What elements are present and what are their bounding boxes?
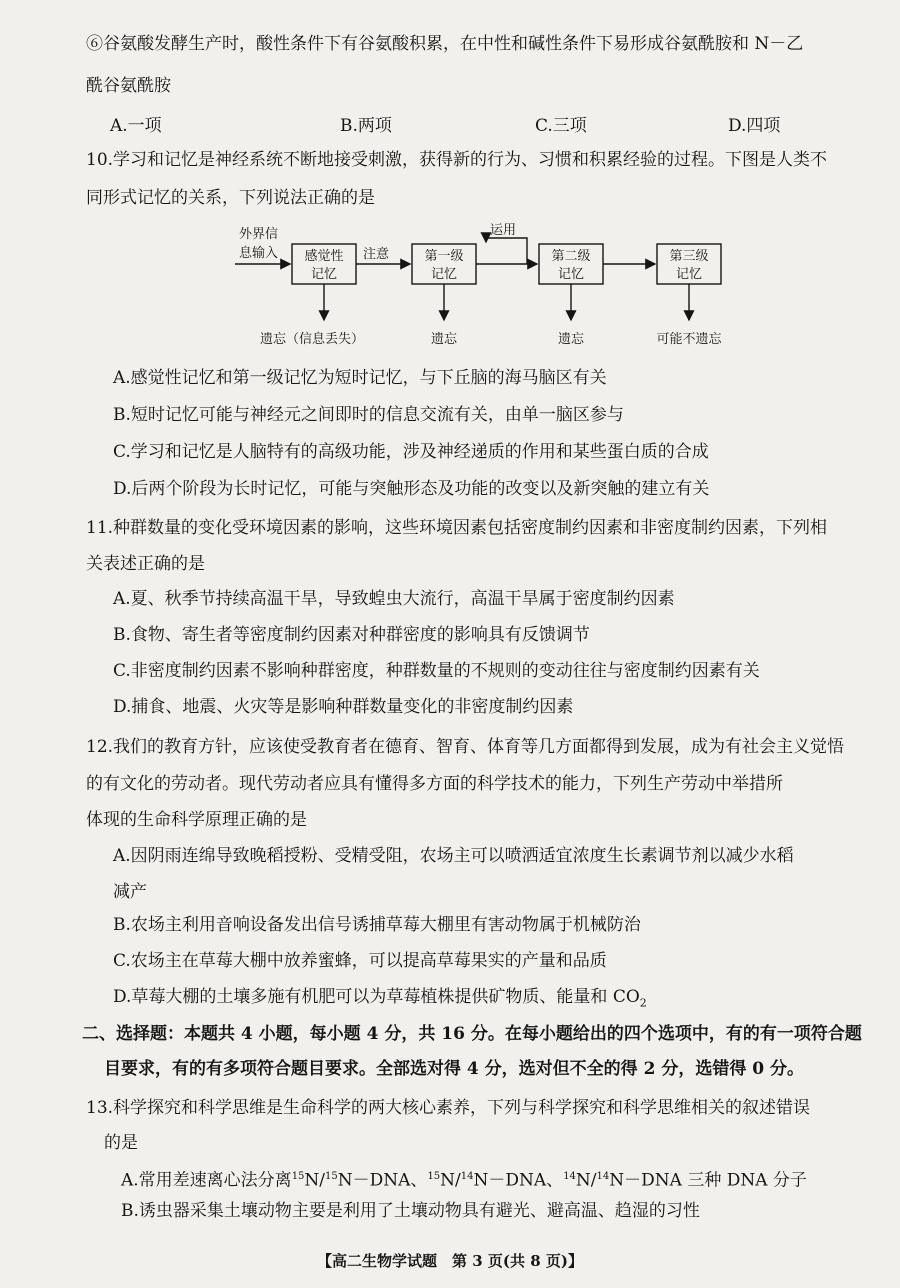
q11-option-a: A.夏、秋季节持续高温干旱，导致蝗虫大流行，高温干旱属于密度制约因素 — [113, 589, 675, 609]
box4-line1: 第三级 — [669, 249, 709, 264]
box1-line1: 感觉性 — [304, 249, 344, 264]
q12-stem-line3: 体现的生命科学原理正确的是 — [86, 810, 307, 830]
q10-stem-line2: 同形式记忆的关系，下列说法正确的是 — [86, 188, 375, 208]
q13-a-t2: N－DNA、 — [337, 1170, 428, 1191]
label-use: 运用 — [490, 223, 517, 238]
box1-line2: 记忆 — [310, 267, 338, 282]
q13-a-sup3: 15 — [427, 1171, 441, 1182]
box2-line2: 记忆 — [430, 267, 458, 282]
diagram-input-line2: 息输入 — [239, 246, 279, 261]
q12-option-d-subscript: 2 — [639, 996, 647, 1010]
arrow-use-loop — [486, 238, 527, 264]
q11-option-b: B.食物、寄生者等密度制约因素对种群密度的影响具有反馈调节 — [113, 625, 590, 645]
section2-instructions-line1: 二、选择题：本题共 4 小题，每小题 4 分，共 16 分。在每小题给出的四个选项中，有的有一项符合题 — [82, 1024, 862, 1044]
label-attention: 注意 — [363, 247, 390, 262]
q13-option-a — [121, 1165, 807, 1193]
q9-option-b: B.两项 — [340, 116, 392, 136]
q13-a-sup5: 14 — [563, 1171, 576, 1182]
q13-a-sup1: 15 — [291, 1171, 305, 1182]
q13-a-t1: N/ — [304, 1170, 326, 1191]
memory-diagram — [0, 220, 900, 350]
q9-option-c: C.三项 — [535, 116, 587, 136]
q12-stem-line2: 的有文化的劳动者。现代劳动者应具有懂得多方面的科学技术的能力，下列生产劳动中举措所 — [86, 774, 783, 794]
q10-option-a: A.感觉性记忆和第一级记忆为短时记忆，与下丘脑的海马脑区有关 — [113, 368, 607, 388]
label-may-not-forget: 可能不遗忘 — [656, 332, 722, 347]
q11-option-d: D.捕食、地震、火灾等是影响种群数量变化的非密度制约因素 — [113, 697, 574, 717]
q12-option-d — [113, 985, 647, 1015]
box2-line1: 第一级 — [424, 249, 464, 264]
box3-line1: 第二级 — [551, 249, 591, 264]
q10-option-d: D.后两个阶段为长时记忆，可能与突触形态及功能的改变以及新突触的建立有关 — [113, 479, 710, 499]
diagram-input-line1: 外界信 — [239, 227, 279, 242]
q13-a-t5: N/ — [575, 1170, 597, 1191]
label-forget3: 遗忘 — [557, 332, 585, 347]
box4-line2: 记忆 — [675, 267, 703, 282]
q13-stem-line1: 13.科学探究和科学思维是生命科学的两大核心素养，下列与科学探究和科学思维相关的叙述错误 — [86, 1098, 811, 1118]
q10-option-b: B.短时记忆可能与神经元之间即时的信息交流有关，由单一脑区参与 — [113, 405, 624, 425]
q9-item6-line2: 酰谷氨酰胺 — [86, 76, 171, 96]
q13-a-t4: N－DNA、 — [473, 1170, 564, 1191]
label-forget2: 遗忘 — [430, 332, 458, 347]
q11-option-c: C.非密度制约因素不影响种群密度，种群数量的不规则的变动往往与密度制约因素有关 — [113, 661, 760, 681]
q9-options — [110, 111, 810, 135]
q10-stem-line1: 10.学习和记忆是神经系统不断地接受刺激，获得新的行为、习惯和积累经验的过程。下图是人类不 — [86, 150, 828, 170]
q11-stem-line1: 11.种群数量的变化受环境因素的影响，这些环境因素包括密度制约因素和非密度制约因素，下列相 — [86, 518, 828, 538]
q13-a-t3: N/ — [440, 1170, 461, 1191]
q13-a-sup4: 14 — [460, 1171, 474, 1182]
q12-option-a-line2: 减产 — [113, 882, 147, 902]
section2-instructions-line2: 目要求，有的有多项符合题目要求。全部选对得 4 分，选对但不全的得 2 分，选错得 0 分。 — [104, 1059, 804, 1079]
q13-a-sup2: 15 — [325, 1171, 338, 1182]
q13-a-sup6: 14 — [596, 1171, 610, 1182]
q9-option-d: D.四项 — [728, 116, 781, 136]
q11-stem-line2: 关表述正确的是 — [86, 554, 205, 574]
q10-option-c: C.学习和记忆是人脑特有的高级功能，涉及神经递质的作用和某些蛋白质的合成 — [113, 442, 709, 462]
q12-option-a-line1: A.因阴雨连绵导致晚稻授粉、受精受阻，农场主可以喷洒适宜浓度生长素调节剂以减少水稻 — [113, 846, 794, 866]
q9-item6-line1: ⑥谷氨酸发酵生产时，酸性条件下有谷氨酸积累，在中性和碱性条件下易形成谷氨酰胺和 N－乙 — [86, 34, 804, 54]
q12-option-b: B.农场主利用音响设备发出信号诱捕草莓大棚里有害动物属于机械防治 — [113, 915, 641, 935]
q13-option-b: B.诱虫器采集土壤动物主要是利用了土壤动物具有避光、避高温、趋湿的习性 — [121, 1201, 700, 1221]
label-forget-info-lost: 遗忘（信息丢失） — [259, 332, 365, 347]
q12-option-c: C.农场主在草莓大棚中放养蜜蜂，可以提高草莓果实的产量和品质 — [113, 951, 607, 971]
box3-line2: 记忆 — [557, 267, 585, 282]
q9-option-a: A.一项 — [110, 116, 162, 136]
q12-stem-line1: 12.我们的教育方针，应该使受教育者在德育、智育、体育等几方面都得到发展，成为有社会主义觉悟 — [86, 737, 845, 757]
q13-a-t6: N－DNA 三种 DNA 分子 — [609, 1170, 807, 1191]
q13-stem-line2: 的是 — [104, 1133, 138, 1153]
page-footer: 【高二生物学试题 第 3 页(共 8 页)】 — [317, 1252, 583, 1270]
q12-option-d-text: D.草莓大棚的土壤多施有机肥可以为草莓植株提供矿物质、能量和 CO — [113, 987, 640, 1007]
q13-a-prefix: A.常用差速离心法分离 — [121, 1170, 292, 1191]
